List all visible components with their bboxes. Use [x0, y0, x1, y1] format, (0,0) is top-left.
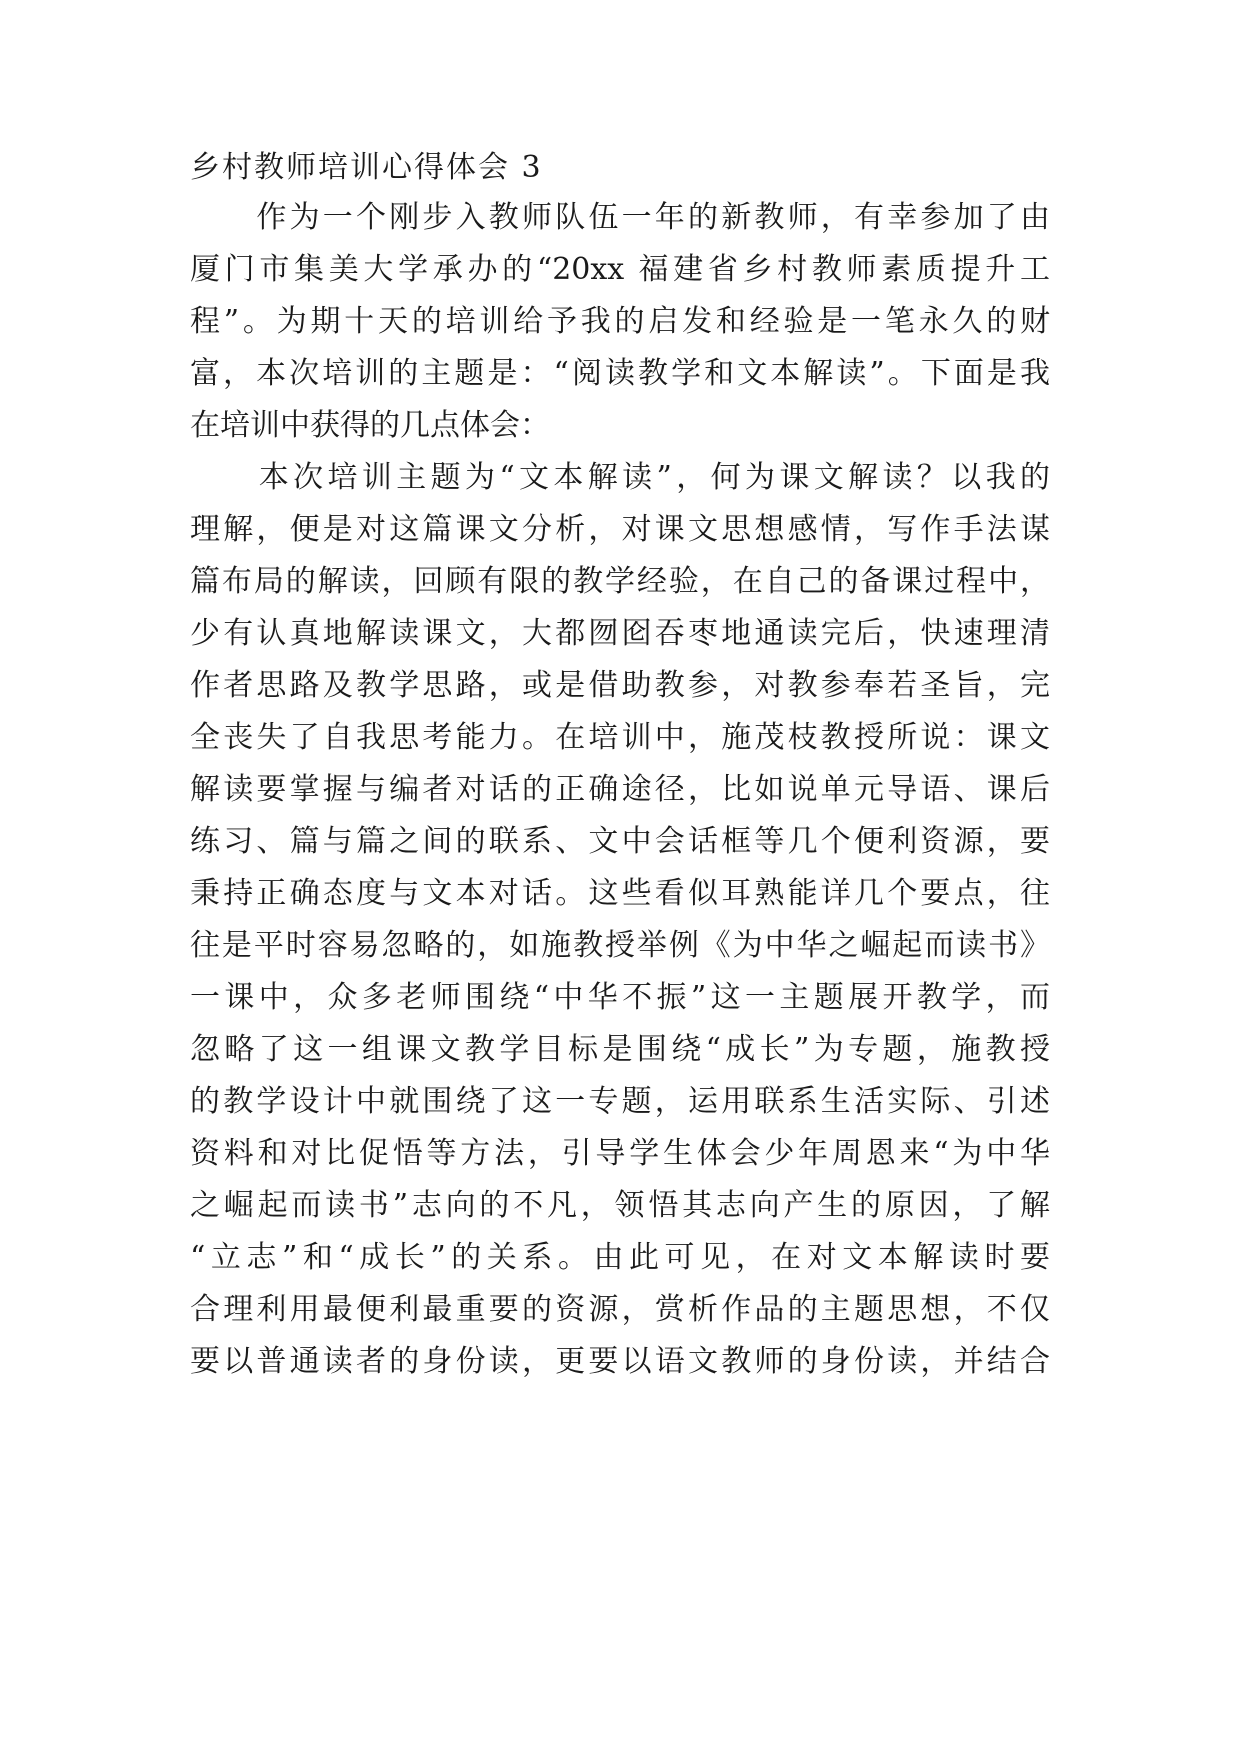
- paragraph-line: 富，本次培训的主题是：“阅读教学和文本解读”。下面是我: [190, 356, 1050, 391]
- paragraph-line: 要以普通读者的身份读，更要以语文教师的身份读，并结合: [190, 1344, 1050, 1379]
- paragraph-line: 之崛起而读书”志向的不凡，领悟其志向产生的原因，了解: [190, 1188, 1050, 1223]
- paragraph-line: 作为一个刚步入教师队伍一年的新教师，有幸参加了由: [190, 200, 1050, 235]
- paragraph-line: 在培训中获得的几点体会：: [190, 408, 550, 443]
- document-title: 乡村教师培训心得体会 3: [190, 150, 543, 185]
- paragraph-line: 往是平时容易忽略的，如施教授举例《为中华之崛起而读书》: [190, 928, 1050, 963]
- paragraph-line: 忽略了这一组课文教学目标是围绕“成长”为专题，施教授: [190, 1032, 1050, 1067]
- paragraph-line: 篇布局的解读，回顾有限的教学经验，在自己的备课过程中，: [190, 564, 1050, 599]
- paragraph-line: 厦门市集美大学承办的“20xx 福建省乡村教师素质提升工: [190, 252, 1050, 287]
- paragraph-line: 全丧失了自我思考能力。在培训中，施茂枝教授所说：课文: [190, 720, 1050, 755]
- paragraph-line: 作者思路及教学思路，或是借助教参，对教参奉若圣旨，完: [190, 668, 1050, 703]
- paragraph-line: 一课中，众多老师围绕“中华不振”这一主题展开教学，而: [190, 980, 1050, 1015]
- paragraph-line: 练习、篇与篇之间的联系、文中会话框等几个便利资源，要: [190, 824, 1050, 859]
- paragraph-line: 合理利用最便利最重要的资源，赏析作品的主题思想，不仅: [190, 1292, 1050, 1327]
- paragraph-line: 本次培训主题为“文本解读”，何为课文解读？以我的: [190, 460, 1050, 495]
- paragraph-line: 秉持正确态度与文本对话。这些看似耳熟能详几个要点，往: [190, 876, 1050, 911]
- paragraph-line: 的教学设计中就围绕了这一专题，运用联系生活实际、引述: [190, 1084, 1050, 1119]
- paragraph-line: 理解，便是对这篇课文分析，对课文思想感情，写作手法谋: [190, 512, 1050, 547]
- paragraph-line: 程”。为期十天的培训给予我的启发和经验是一笔永久的财: [190, 304, 1050, 339]
- paragraph-line: 资料和对比促悟等方法，引导学生体会少年周恩来“为中华: [190, 1136, 1050, 1171]
- paragraph-line: 解读要掌握与编者对话的正确途径，比如说单元导语、课后: [190, 772, 1050, 807]
- paragraph-line: 少有认真地解读课文，大都囫囵吞枣地通读完后，快速理清: [190, 616, 1050, 651]
- paragraph-line: “立志”和“成长”的关系。由此可见，在对文本解读时要: [190, 1240, 1050, 1275]
